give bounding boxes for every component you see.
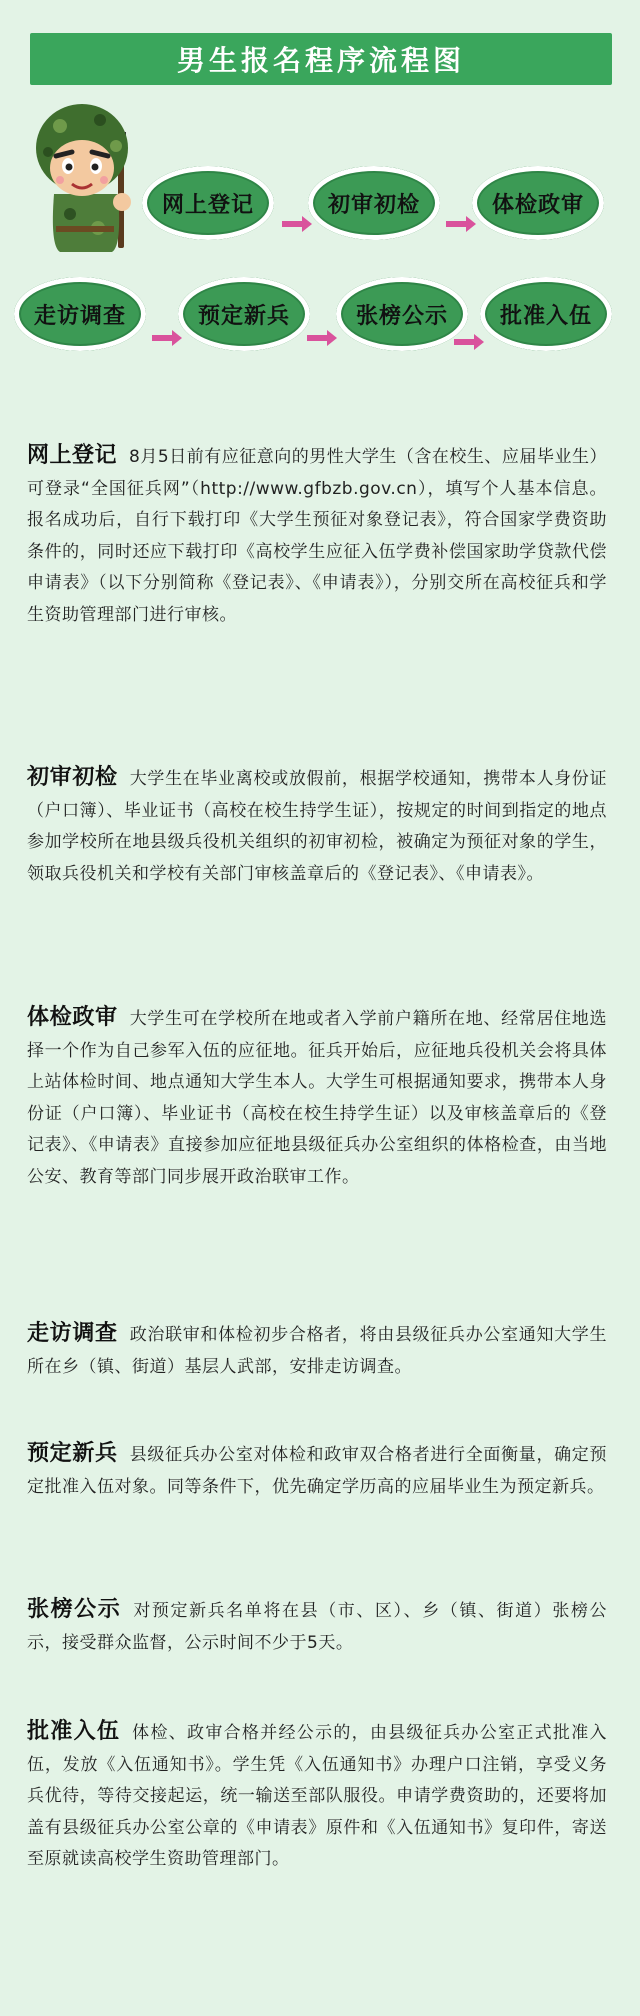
section-physical-political-check	[27, 1002, 607, 1193]
flow-arrow-icon	[444, 216, 478, 232]
section-text: 对预定新兵名单将在县（市、区）、乡（镇、街道）张榜公示，接受群众监督，公示时间不少于5天。	[27, 1601, 607, 1653]
flow-arrow-icon	[452, 334, 486, 350]
flow-arrow-icon	[150, 330, 184, 346]
flow-node-label: 体检政审	[491, 192, 584, 218]
flow-arrow-icon	[305, 330, 339, 346]
flow-arrow-icon	[280, 216, 314, 232]
section-text: 县级征兵办公室对体检和政审双合格者进行全面衡量，确定预定批准入伍对象。同等条件下，优先确定学历高的应届毕业生为预定新兵。	[27, 1445, 607, 1497]
flow-node-4	[14, 277, 146, 351]
section-text: 大学生可在学校所在地或者入学前户籍所在地、经常居住地选择一个作为自己参军入伍的应征地。征兵开始后，应征地兵役机关会将具体上站体检时间、地点通知大学生本人。大学生可根据通知要求，携带本人身份证（户口簿）、毕业证书（高校在校生持学生证）以及审核盖章后的《登记表》、《申请表》直接参加应征地县级征兵办公室组织的体格检查，由当地公安、教育等部门同步展开政治联审工作。	[27, 1009, 607, 1187]
soldier-illustration	[20, 96, 150, 256]
flow-node-label: 张榜公示	[355, 303, 448, 329]
section-text: 大学生在毕业离校或放假前，根据学校通知，携带本人身份证（户口簿）、毕业证书（高校在校生持学生证），按规定的时间到指定的地点参加学校所在地县级兵役机关组织的初审初检，被确定为预征对象的学生，领取兵役机关和学校有关部门审核盖章后的《登记表》、《申请表》。	[27, 769, 607, 884]
section-title: 预定新兵	[27, 1441, 118, 1466]
title-banner	[30, 33, 612, 85]
section-title: 张榜公示	[27, 1597, 122, 1622]
section-text: 8月5日前有应征意向的男性大学生（含在校生、应届毕业生）可登录“全国征兵网”（http://www.gfbzb.gov.cn），填写个人基本信息。报名成功后，自行下载打印《大学生预征对象登记表》，符合国家学费资助条件的，同时还应下载打印《高校学生应征入伍学费补偿国家助学贷款代偿申请表》（以下分别简称《登记表》、《申请表》），分别交所在高校征兵和学生资助管理部门进行审核。	[27, 447, 607, 625]
flow-node-label: 批准入伍	[499, 303, 592, 329]
flow-node-6	[336, 277, 468, 351]
section-enlistment-approval	[27, 1716, 607, 1876]
flow-node-label: 走访调查	[33, 303, 126, 329]
section-initial-review	[27, 762, 607, 890]
section-visit-investigation	[27, 1318, 607, 1383]
flow-node-label: 初审初检	[327, 192, 420, 218]
flow-node-5	[178, 277, 310, 351]
section-title: 初审初检	[27, 765, 118, 790]
section-reserve-recruits	[27, 1438, 607, 1503]
flow-node-1	[142, 166, 274, 240]
section-online-registration	[27, 440, 607, 631]
section-title: 体检政审	[27, 1005, 118, 1030]
flow-node-2	[308, 166, 440, 240]
section-public-notice	[27, 1594, 607, 1659]
section-title: 走访调查	[27, 1321, 118, 1346]
flow-node-3	[472, 166, 604, 240]
flow-node-label: 网上登记	[161, 192, 254, 218]
section-text: 政治联审和体检初步合格者，将由县级征兵办公室通知大学生所在乡（镇、街道）基层人武部，安排走访调查。	[27, 1325, 607, 1377]
page-title: 男生报名程序流程图	[176, 44, 465, 77]
section-text: 体检、政审合格并经公示的，由县级征兵办公室正式批准入伍，发放《入伍通知书》。学生凭《入伍通知书》办理户口注销，享受义务兵优待，等待交接起运，统一输送至部队服役。申请学费资助的，还要将加盖有县级征兵办公室公章的《申请表》原件和《入伍通知书》复印件，寄送至原就读高校学生资助管理部门。	[27, 1723, 607, 1869]
section-title: 批准入伍	[27, 1719, 121, 1744]
section-title: 网上登记	[27, 443, 118, 468]
flow-node-label: 预定新兵	[197, 303, 290, 329]
flow-node-7	[480, 277, 612, 351]
